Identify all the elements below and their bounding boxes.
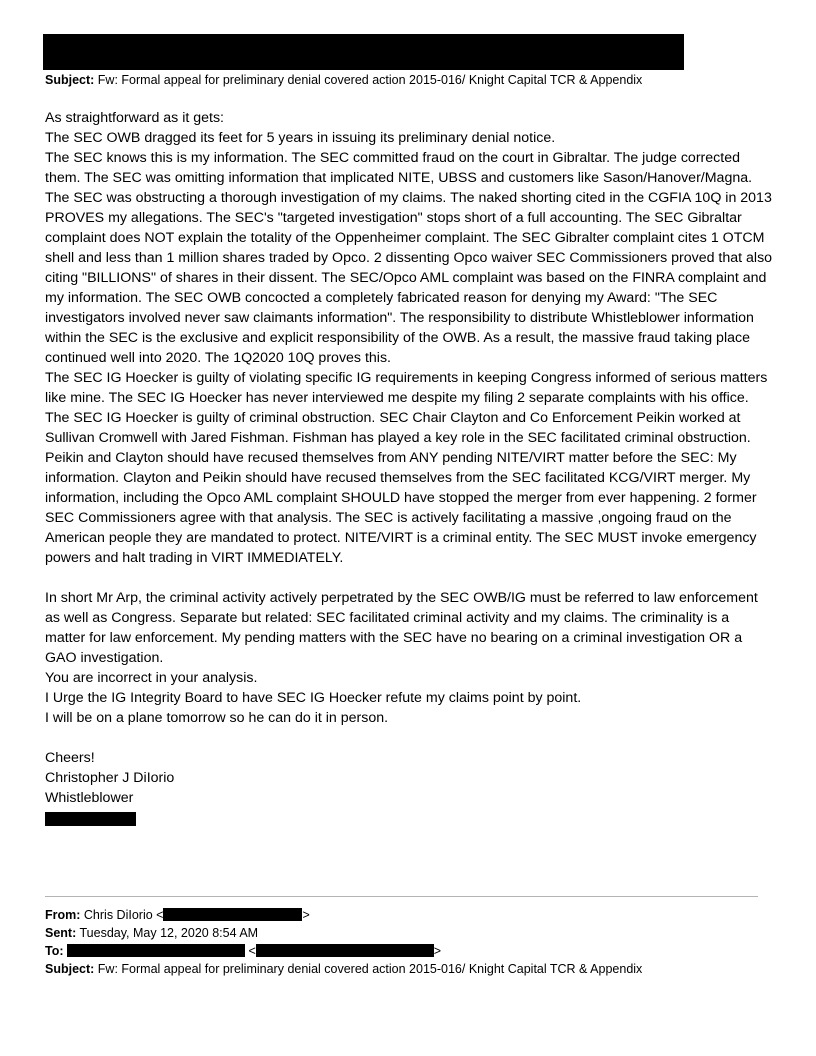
from-label: From: — [45, 908, 81, 922]
body-paragraph: In short Mr Arp, the criminal activity actively perpetrated by the SEC OWB/IG must be referred to law enforcement as well as Congress. Separate but related: SEC facilitated criminal activity and my claims. The criminality is a matter for law enforcement. My pending matters with the SEC have no bearing on a criminal investigation OR a GAO investigation. — [45, 590, 758, 666]
to-end: > — [433, 944, 442, 958]
from-end: > — [302, 908, 310, 922]
forwarded-subject-label: Subject: — [45, 962, 95, 976]
from-line — [45, 907, 310, 923]
to-label: To: — [45, 944, 64, 958]
paragraph-gap — [45, 568, 773, 588]
closing: Cheers! — [45, 750, 95, 766]
forwarded-subject-line — [45, 961, 642, 977]
signature-name: Christopher J DiIorio — [45, 770, 175, 786]
subject-text: Fw: Formal appeal for preliminary denial covered action 2015-016/ Knight Capital TCR & Appendix — [97, 73, 643, 87]
signature-title: Whistleblower — [45, 790, 134, 806]
sent-line — [45, 925, 258, 941]
to-mid: < — [248, 944, 256, 958]
body-paragraph: The SEC IG Hoecker is guilty of violating specific IG requirements in keeping Congress informed of serious matters like mine. The SEC IG Hoecker has never interviewed me despite my filing 2 separate complaints with his office. The SEC IG Hoecker is guilty of criminal obstruction. SEC Chair Clayton and Co Enforcement Peikin worked at Sullivan Cromwell with Jared Fishman. Fishman has played a key role in the SEC facilitated criminal obstruction. Peikin and Clayton should have recused themselves from ANY pending NITE/VIRT matter before the SEC: My information. Clayton and Peikin should have recused themselves from the SEC facilitated KCG/VIRT merger. My information, including the Opco AML complaint SHOULD have stopped the merger from ever happening. 2 former SEC Commissioners agree with that analysis. The SEC is actively facilitating a massive ,ongoing fraud on the American people they are mandated to protect. NITE/VIRT is a criminal entity. The SEC MUST invoke emergency powers and halt trading in VIRT IMMEDIATELY. — [45, 370, 768, 566]
sent-value: Tuesday, May 12, 2020 8:54 AM — [79, 926, 259, 940]
paragraph-gap — [45, 728, 773, 748]
redaction-to-name — [67, 944, 245, 957]
separator-rule — [45, 896, 758, 897]
redaction-from-email — [163, 908, 302, 921]
body-paragraph: The SEC OWB dragged its feet for 5 years in issuing its preliminary denial notice. — [45, 130, 556, 146]
redaction-bar-top — [43, 34, 684, 70]
body-paragraph: You are incorrect in your analysis. — [45, 670, 258, 686]
sent-label: Sent: — [45, 926, 77, 940]
top-subject-line — [45, 72, 642, 88]
to-line — [45, 943, 441, 959]
redaction-signature — [45, 812, 136, 826]
body-paragraph: As straightforward as it gets: — [45, 110, 224, 126]
body-paragraph: I Urge the IG Integrity Board to have SEC IG Hoecker refute my claims point by point. — [45, 690, 582, 706]
body-paragraph: I will be on a plane tomorrow so he can do it in person. — [45, 710, 389, 726]
forwarded-subject-value: Fw: Formal appeal for preliminary denial covered action 2015-016/ Knight Capital TCR & Appendix — [97, 962, 643, 976]
subject-label: Subject: — [45, 73, 95, 87]
from-value: Chris DiIorio < — [83, 908, 164, 922]
email-body — [45, 108, 773, 808]
body-paragraph: The SEC knows this is my information. The SEC committed fraud on the court in Gibraltar. The judge corrected them. The SEC was omitting information that implicated NITE, UBSS and customers like Sason/Hanover/Magna. The SEC was obstructing a thorough investigation of my claims. The naked shorting cited in the CGFIA 10Q in 2013 PROVES my allegations. The SEC's "targeted investigation" stops short of a full accounting. The SEC Gibraltar complaint does NOT explain the totality of the Oppenheimer complaint. The SEC Gibralter complaint cites 1 OTCM shell and less than 1 million shares traded by Opco. 2 dissenting Opco waiver SEC Commissioners proved that also citing "BILLIONS" of shares in their dissent. The SEC/Opco AML complaint was based on the FINRA complaint and my information. The SEC OWB concocted a completely fabricated reason for denying my Award: "The SEC investigators involved never saw claimants information". The responsibility to distribute Whistleblower information within the SEC is the exclusive and explicit responsibility of the OWB. As a result, the massive fraud taking place continued well into 2020. The 1Q2020 10Q proves this. — [45, 150, 773, 366]
redaction-to-email — [256, 944, 434, 957]
